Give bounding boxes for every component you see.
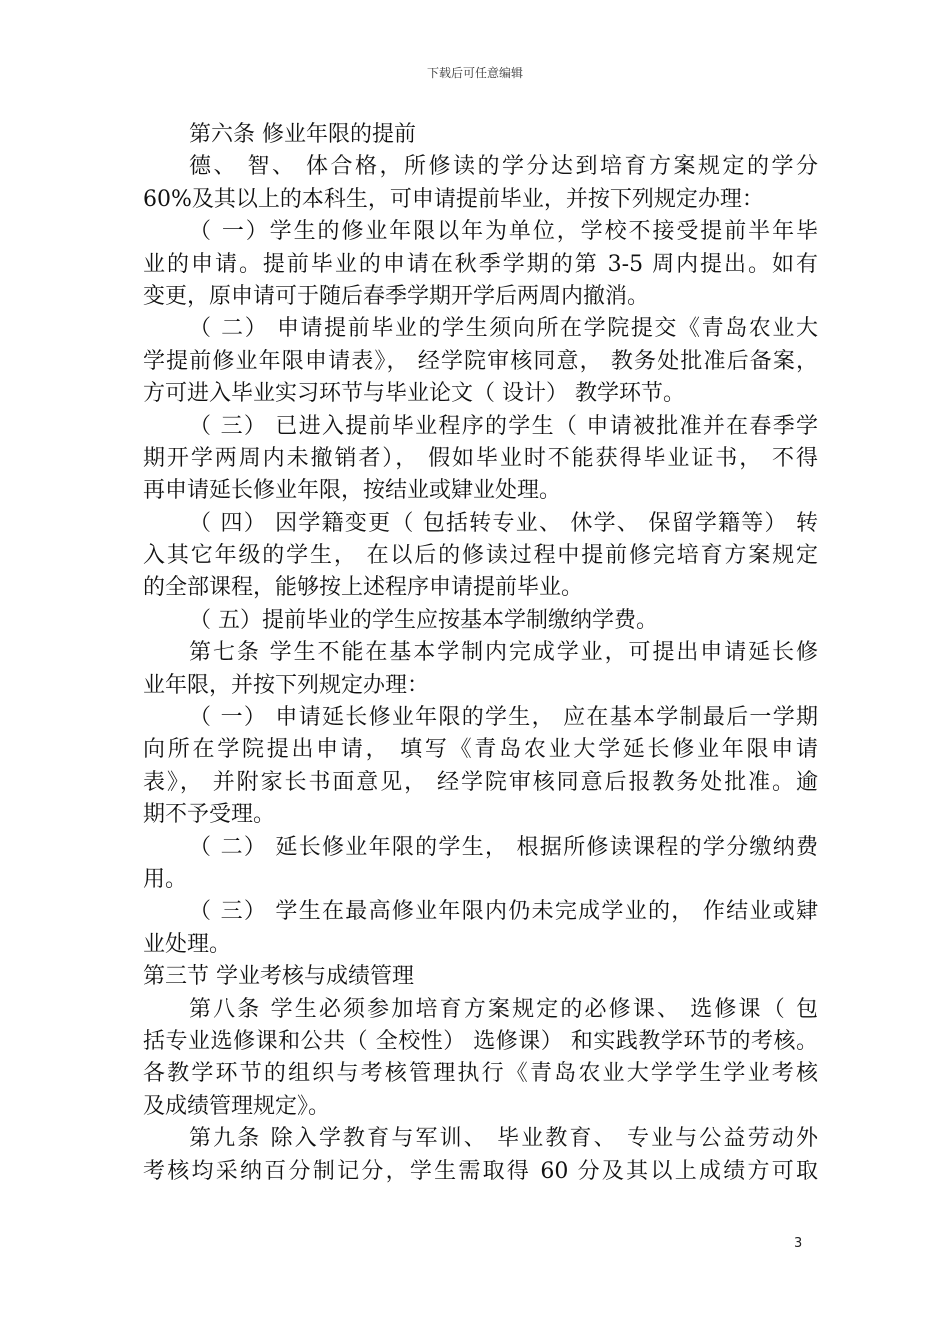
- text-line: 及成绩管理规定》。: [143, 1093, 331, 1119]
- text-line: 表》， 并附家长书面意见， 经学院审核同意后报教务处批准。逾: [143, 769, 818, 795]
- text-line: 方可进入毕业实习环节与毕业论文（ 设计） 教学环节。: [143, 381, 685, 407]
- text-line: 期不予受理。: [143, 802, 276, 828]
- text-line: 业处理。: [143, 931, 232, 957]
- text-line: 期开学两周内未撤销者）， 假如毕业时不能获得毕业证书， 不得: [143, 445, 818, 471]
- text-line: 向所在学院提出申请， 填写《青岛农业大学延长修业年限申请: [143, 737, 818, 763]
- page-number: 3: [794, 1236, 803, 1251]
- article-heading-6: 第六条 修业年限的提前: [189, 122, 416, 147]
- text-line: （ 四） 因学籍变更（ 包括转专业、 休学、 保留学籍等） 转: [189, 510, 818, 536]
- text-line: （ 二） 延长修业年限的学生， 根据所修读课程的学分缴纳费: [189, 834, 818, 860]
- text-line: 的全部课程，能够按上述程序申请提前毕业。: [143, 575, 584, 601]
- text-line: 学提前修业年限申请表》， 经学院审核同意， 教务处批准后备案，: [143, 348, 818, 374]
- text-line: （ 一）学生的修业年限以年为单位，学校不接受提前半年毕: [189, 219, 818, 245]
- article-heading-8: 第八条 学生必须参加培育方案规定的必修课、 选修课（ 包: [189, 996, 818, 1022]
- text-line: 60%及其以上的本科生，可申请提前毕业，并按下列规定办理：: [143, 186, 764, 212]
- article-heading-7: 第七条 学生不能在基本学制内完成学业，可提出申请延长修: [189, 640, 818, 666]
- text-line: 入其它年级的学生， 在以后的修读过程中提前修完培育方案规定: [143, 543, 818, 569]
- page-header: 下载后可任意编辑: [426, 66, 523, 80]
- text-line: （ 三） 学生在最高修业年限内仍未完成学业的， 作结业或肄: [189, 899, 818, 925]
- text-line: （ 三） 已进入提前毕业程序的学生（ 申请被批准并在春季学: [189, 413, 818, 439]
- text-line: 再申请延长修业年限，按结业或肄业处理。: [143, 478, 562, 504]
- section-heading-3: 第三节 学业考核与成绩管理: [143, 964, 414, 990]
- text-line: （ 二） 申请提前毕业的学生须向所在学院提交《青岛农业大: [189, 316, 818, 342]
- text-line: 各教学环节的组织与考核管理执行《青岛农业大学学生学业考核: [143, 1061, 818, 1087]
- text-line: 括专业选修课和公共（ 全校性） 选修课） 和实践教学环节的考核。: [143, 1028, 818, 1054]
- text-line: 变更，原申请可于随后春季学期开学后两周内撤消。: [143, 283, 650, 309]
- text-line: 业的申请。提前毕业的申请在秋季学期的第 3-5 周内提出。如有: [143, 251, 818, 277]
- text-line: 业年限，并按下列规定办理：: [143, 672, 430, 698]
- article-heading-9: 第九条 除入学教育与军训、 毕业教育、 专业与公益劳动外: [189, 1126, 818, 1152]
- document-body: [143, 119, 818, 1188]
- text-line: （ 五）提前毕业的学生应按基本学制缴纳学费。: [189, 607, 658, 633]
- text-line: 考核均采纳百分制记分，学生需取得 60 分及其以上成绩方可取: [143, 1158, 818, 1184]
- text-line: 用。: [143, 866, 188, 892]
- text-line: 德、 智、 体合格，所修读的学分达到培育方案规定的学分: [189, 154, 818, 180]
- text-line: （ 一） 申请延长修业年限的学生， 应在基本学制最后一学期: [189, 705, 818, 731]
